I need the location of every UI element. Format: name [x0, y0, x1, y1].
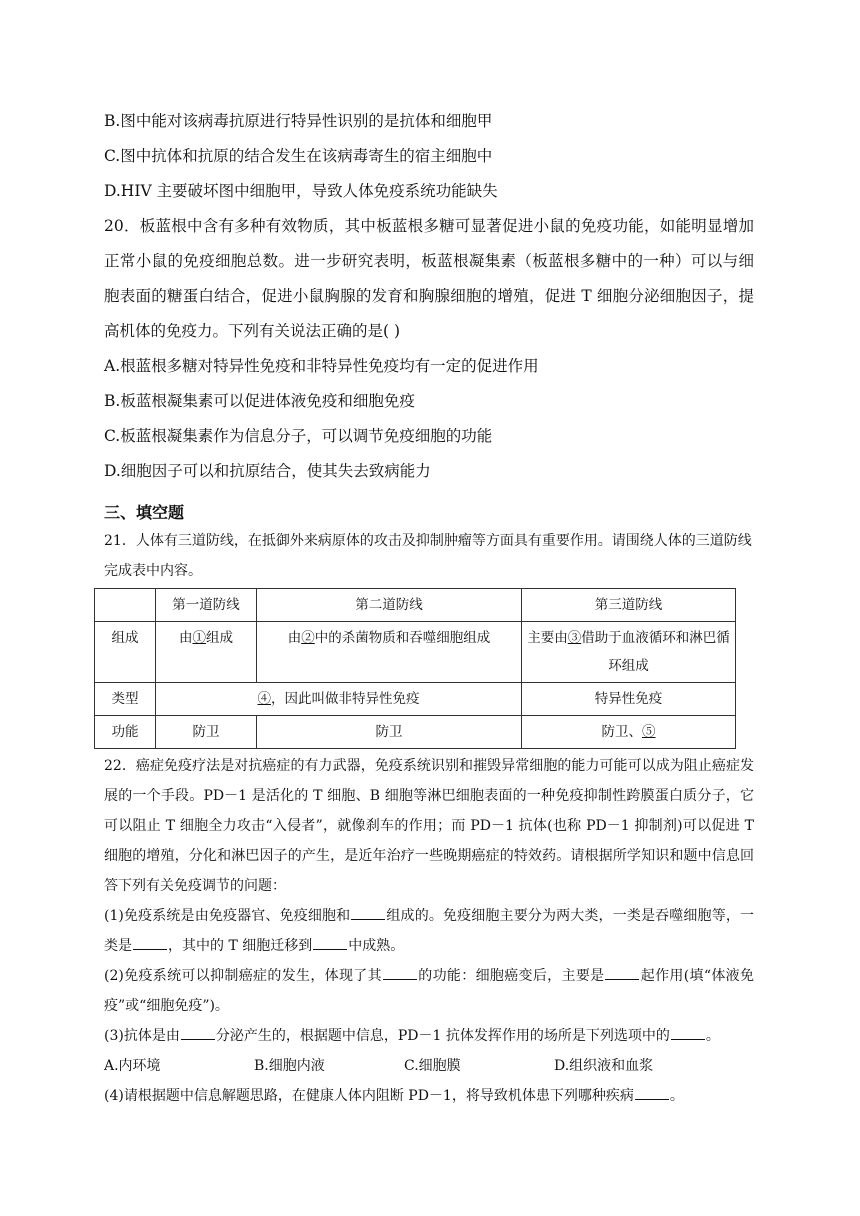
table-cell: [156, 683, 522, 716]
text: (1)免疫系统是由免疫器官、免疫细胞和: [104, 908, 351, 924]
q19-option-b: B.图中能对该病毒抗原进行特异性识别的是抗体和细胞甲: [104, 112, 493, 130]
answer-blank[interactable]: [133, 934, 167, 950]
blank-1: ①: [192, 630, 206, 646]
blank-2: ②: [301, 630, 315, 646]
text: ，其中的 T 细胞迁移到: [168, 938, 313, 954]
text: (4)请根据题中信息解题思路，在健康人体内阻断 PD－1，将导致机体患下列哪种疾病: [104, 1088, 634, 1104]
answer-blank[interactable]: [181, 1024, 215, 1040]
text: 组成的。免疫细胞主要分为两大类，一类是吞噬细胞等，一类是: [104, 908, 754, 954]
table-cell: 第二道防线: [257, 589, 522, 622]
table-row-function: [95, 716, 736, 749]
table-cell: [257, 622, 522, 683]
q22-sub2: [104, 961, 754, 1021]
table-cell: 防卫: [156, 716, 257, 749]
text: (3)抗体是由: [104, 1028, 180, 1044]
text: (2)免疫系统可以抑制癌症的发生，体现了其: [104, 968, 382, 984]
document-page: [104, 104, 754, 1111]
text: 借助于血液循环和淋巴循环组成: [581, 630, 730, 674]
text: 由: [287, 630, 302, 646]
q20-option-a: A.根蓝根多糖对特异性免疫和非特异性免疫均有一定的促进作用: [104, 357, 539, 375]
table-row-compose: [95, 622, 736, 683]
q19-option-d: D.HIV 主要破坏图中细胞甲，导致人体免疫系统功能缺失: [104, 182, 498, 200]
table-cell: 组成: [95, 622, 156, 683]
text: 防卫、: [601, 724, 642, 740]
answer-blank[interactable]: [351, 904, 385, 920]
option-d: D.组织液和血浆: [554, 1058, 654, 1074]
blank-5: ⑤: [642, 724, 656, 740]
answer-blank[interactable]: [383, 964, 417, 980]
table-cell: [522, 622, 736, 683]
table-cell: [522, 716, 736, 749]
defense-lines-table: [94, 588, 736, 749]
table-row-header: [95, 589, 736, 622]
text: 主要由: [527, 630, 568, 646]
q22-stem: 22．癌症免疫疗法是对抗癌症的有力武器，免疫系统识别和摧毁异常细胞的能力可能可以成为阻止癌症发展的一个手段。PD－1 是活化的 T 细胞、B 细胞等淋巴细胞表面的一种免疫抑制性跨膜蛋白质分子，它可以阻止 T 细胞全力攻击“入侵者”，就像刹车的作用；而 PD－1 抗体(也称 PD－1 抑制剂)可以促进 T 细胞的增殖，分化和淋巴因子的产生，是近年治疗一些晚期癌症的特效药。请根据所学知识和题中信息回答下列有关免疫调节的问题：: [104, 758, 754, 894]
text: 由: [179, 630, 193, 646]
q20-stem: 20．板蓝根中含有多种有效物质，其中板蓝根多糖可显著促进小鼠的免疫功能，如能明显增加正常小鼠的免疫细胞总数。进一步研究表明，板蓝根凝集素（板蓝根多糖中的一种）可以与细胞表面的糖蛋白结合，促进小鼠胸腺的发育和胸腺细胞的增殖，促进 T 细胞分泌细胞因子，提高机体的免疫力。下列有关说法正确的是( ): [104, 217, 754, 340]
q22-sub1: [104, 901, 754, 961]
answer-blank[interactable]: [605, 964, 639, 980]
text: ，因此叫做非特异性免疫: [271, 691, 420, 707]
text: 的功能：细胞癌变后，主要是: [417, 968, 605, 984]
blank-4: ④: [257, 691, 271, 707]
text: 起作用(填“体液免疫”或“细胞免疫”)。: [104, 968, 754, 1014]
blank-3: ③: [567, 630, 582, 646]
table-cell: 类型: [95, 683, 156, 716]
q20-option-d: D.细胞因子可以和抗原结合，使其失去致病能力: [104, 462, 431, 480]
table-cell: 特异性免疫: [522, 683, 736, 716]
q22-sub4: [104, 1081, 754, 1111]
answer-blank[interactable]: [313, 934, 347, 950]
table-cell: 功能: [95, 716, 156, 749]
q21-stem: 21．人体有三道防线，在抵御外来病原体的攻击及抑制肿瘤等方面具有重要作用。请围绕人体的三道防线完成表中内容。: [104, 533, 752, 579]
text: 组成: [206, 630, 233, 646]
text: 分泌产生的，根据题中信息，PD－1 抗体发挥作用的场所是下列选项中的: [215, 1028, 670, 1044]
option-b: B.细胞内液: [254, 1058, 325, 1074]
q19-option-c: C.图中抗体和抗原的结合发生在该病毒寄生的宿主细胞中: [104, 147, 493, 165]
option-a: A.内环境: [104, 1058, 161, 1074]
text: 中成熟。: [348, 938, 405, 954]
q22-sub3: [104, 1021, 754, 1051]
section-title: 三、填空题: [104, 503, 185, 522]
text: 。: [705, 1028, 720, 1044]
answer-blank[interactable]: [635, 1084, 669, 1100]
answer-blank[interactable]: [671, 1024, 705, 1040]
table-cell: [156, 622, 257, 683]
table-cell: 第三道防线: [522, 589, 736, 622]
q20-option-b: B.板蓝根凝集素可以促进体液免疫和细胞免疫: [104, 392, 415, 410]
table-cell: 第一道防线: [156, 589, 257, 622]
text: 。: [669, 1088, 684, 1104]
table-row-type: [95, 683, 736, 716]
table-cell: 防卫: [257, 716, 522, 749]
table-cell: [95, 589, 156, 622]
q22-options: [104, 1051, 754, 1081]
text: 中的杀菌物质和吞噬细胞组成: [314, 630, 491, 646]
option-c: C.细胞膜: [404, 1058, 461, 1074]
q20-option-c: C.板蓝根凝集素作为信息分子，可以调节免疫细胞的功能: [104, 427, 493, 445]
